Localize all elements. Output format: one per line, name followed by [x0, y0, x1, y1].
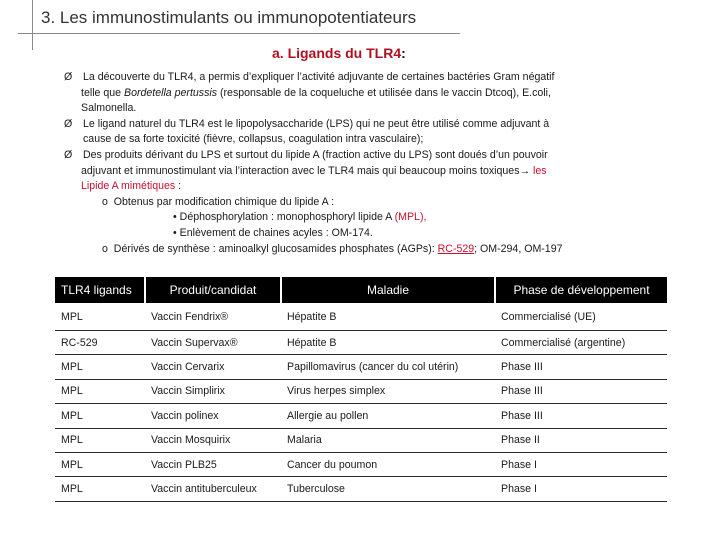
cell-maladie: Papillomavirus (cancer du col utérin): [281, 355, 495, 379]
sub-item-1: [64, 195, 664, 211]
cell-produit: Vaccin antituberculeux: [145, 477, 281, 501]
tlr4-ligands-table: [55, 277, 667, 502]
cell-ligand: MPL: [55, 355, 145, 379]
p3-text-1: Des produits dérivant du LPS et surtout du lipide A (fraction active du LPS) sont doués d’un pouvoir: [83, 148, 548, 161]
cell-phase: Commercialisé (argentine): [495, 331, 667, 355]
table-row: [55, 477, 667, 501]
dot-bullet-icon: •: [173, 211, 177, 224]
cell-produit: Vaccin Cervarix: [145, 355, 281, 379]
arrow-bullet-icon: Ø: [64, 117, 73, 130]
title-horizontal-rule: [18, 33, 460, 34]
sub-sub-item-1-text: Déphosphorylation : monophosphoryl lipide A: [179, 211, 395, 224]
cell-ligand: MPL: [55, 452, 145, 476]
cell-ligand: RC-529: [55, 331, 145, 355]
table-row: [55, 379, 667, 403]
cell-maladie: Hépatite B: [281, 303, 495, 331]
cell-phase: Phase II: [495, 428, 667, 452]
table-header-row: [55, 277, 667, 303]
p1-text-2b: (responsable de la coqueluche et utilisée dans le vaccin Dtcoq), E.coli,: [217, 86, 551, 99]
paragraph-2-line-1: [64, 117, 664, 133]
table-row: [55, 303, 667, 331]
cell-produit: Vaccin Supervax®: [145, 331, 281, 355]
sub-sub-item-1: [64, 210, 664, 226]
rc-529-red-label: RC-529: [437, 242, 475, 255]
cell-ligand: MPL: [55, 303, 145, 331]
paragraph-1-line-3: [64, 101, 664, 117]
sub-sub-item-2-text: Enlèvement de chaines acyles : OM-174.: [179, 226, 373, 239]
p1-text-2a: telle que: [81, 86, 124, 99]
cell-phase: Commercialisé (UE): [495, 303, 667, 331]
circle-bullet-icon: o: [102, 242, 108, 255]
arrow-bullet-icon: Ø: [64, 71, 73, 83]
p3-text-2a: adjuvant et immunostimulant via l’interaction avec le TLR4 mais qui beaucoup moins toxiques: [81, 164, 520, 177]
header-phase: Phase de développement: [495, 277, 667, 303]
p3-red-les: les: [530, 164, 547, 177]
sub-item-1-text: Obtenus par modification chimique du lipide A :: [113, 195, 335, 208]
sub-item-2: [64, 242, 664, 258]
sub-item-2-text-a: Dérivés de synthèse : aminoalkyl glucosamides phosphates (AGPs):: [113, 242, 438, 255]
table-row: [55, 331, 667, 355]
cell-maladie: Virus herpes simplex: [281, 379, 495, 403]
cell-produit: Vaccin polinex: [145, 404, 281, 428]
sub-item-2-text-b: ; OM-294, OM-197: [474, 242, 563, 255]
header-tlr4-ligands: TLR4 ligands: [55, 277, 145, 303]
paragraph-3-line-1: [64, 148, 664, 164]
cell-maladie: Malaria: [281, 428, 495, 452]
p2-text-1: Le ligand naturel du TLR4 est le lipopolysaccharide (LPS) qui ne peut être utilisé comme adjuvant à: [83, 117, 550, 130]
cell-phase: Phase III: [495, 379, 667, 403]
table-row: [55, 404, 667, 428]
paragraph-3-line-2: [64, 164, 664, 180]
header-maladie: Maladie: [281, 277, 495, 303]
p3-red-lipide-a: Lipide A mimétiques: [81, 180, 176, 193]
paragraph-2-line-2: [64, 132, 664, 148]
subtitle-text: a. Ligands du TLR4: [272, 45, 402, 61]
cell-ligand: MPL: [55, 379, 145, 403]
page-title: 3. Les immunostimulants ou immunopotentiateurs: [41, 8, 417, 27]
section-subtitle: [272, 45, 406, 61]
cell-phase: Phase I: [495, 452, 667, 476]
title-vertical-rule: [32, 0, 33, 50]
cell-phase: Phase I: [495, 477, 667, 501]
table-row: [55, 452, 667, 476]
subtitle-colon: :: [401, 45, 406, 61]
cell-maladie: Hépatite B: [281, 331, 495, 355]
p1-italic-species: Bordetella pertussis: [124, 86, 218, 99]
cell-maladie: Tuberculose: [281, 477, 495, 501]
cell-ligand: MPL: [55, 428, 145, 452]
cell-maladie: Cancer du poumon: [281, 452, 495, 476]
p3-text-3-rest: :: [175, 180, 182, 193]
cell-ligand: MPL: [55, 404, 145, 428]
p1-text-1: La découverte du TLR4, a permis d’expliquer l’activité adjuvante de certaines bactéries Gram négatif: [83, 71, 555, 83]
paragraph-1-line-1: [64, 70, 664, 86]
p2-text-2: cause de sa forte toxicité (fièvre, collapsus, coagulation intra vasculaire);: [83, 133, 424, 146]
table-row: [55, 355, 667, 379]
body-text: [64, 70, 664, 257]
cell-produit: Vaccin Simplirix: [145, 379, 281, 403]
cell-produit: Vaccin Mosquirix: [145, 428, 281, 452]
paragraph-3-line-3: [64, 179, 664, 195]
cell-maladie: Allergie au pollen: [281, 404, 495, 428]
p1-text-3: Salmonella.: [81, 102, 137, 115]
table-row: [55, 428, 667, 452]
cell-produit: Vaccin PLB25: [145, 452, 281, 476]
cell-phase: Phase III: [495, 355, 667, 379]
paragraph-1-line-2: [64, 86, 664, 102]
header-produit-candidat: Produit/candidat: [145, 277, 281, 303]
dot-bullet-icon: •: [173, 226, 177, 239]
mpl-red-label: (MPL),: [394, 211, 427, 224]
arrow-bullet-icon: Ø: [64, 148, 73, 161]
circle-bullet-icon: o: [102, 195, 108, 208]
cell-phase: Phase III: [495, 404, 667, 428]
cell-ligand: MPL: [55, 477, 145, 501]
sub-sub-item-2: [64, 226, 664, 242]
cell-produit: Vaccin Fendrix®: [145, 303, 281, 331]
right-arrow-icon: →: [519, 164, 531, 177]
